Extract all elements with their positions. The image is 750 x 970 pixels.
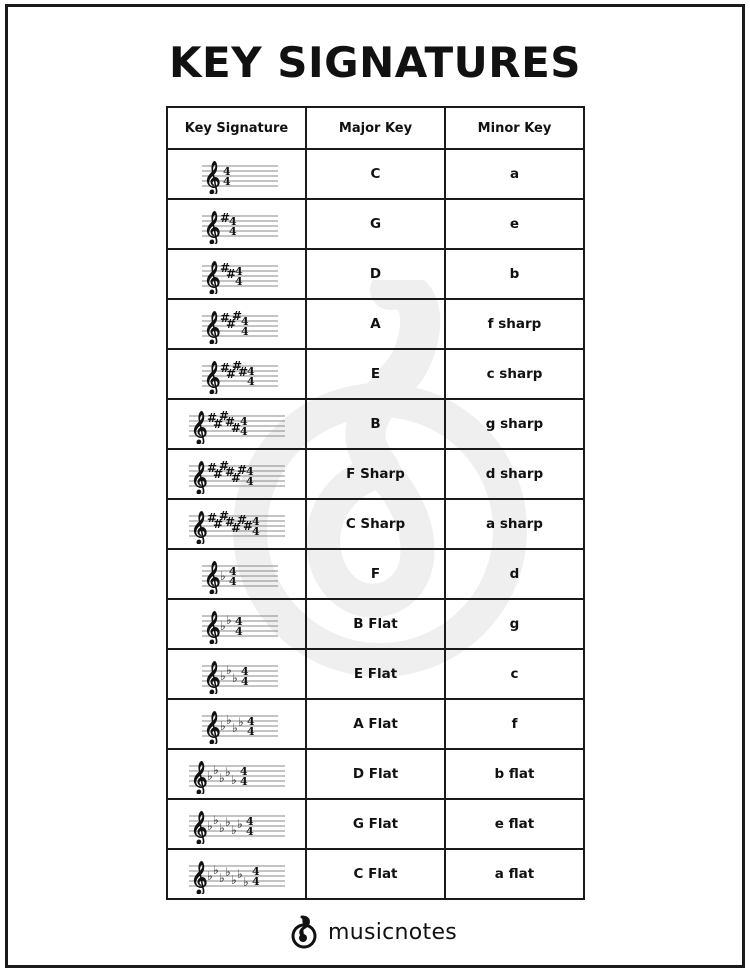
svg-text:♭: ♭ <box>225 663 232 677</box>
svg-text:#: # <box>219 261 230 275</box>
header-minor-key: Minor Key <box>445 107 584 149</box>
key-signature-staff <box>167 199 306 249</box>
svg-text:#: # <box>231 359 242 373</box>
svg-text:4: 4 <box>228 565 237 578</box>
key-signature-staff <box>167 249 306 299</box>
table-row <box>167 799 584 849</box>
svg-text:4: 4 <box>234 265 243 278</box>
svg-text:4: 4 <box>240 665 249 678</box>
svg-text:4: 4 <box>222 175 231 188</box>
minor-key-cell: b flat <box>445 749 584 799</box>
minor-key-cell: b <box>445 249 584 299</box>
svg-text:4: 4 <box>245 815 254 828</box>
major-key-cell: A <box>306 299 445 349</box>
svg-text:4: 4 <box>239 775 248 788</box>
svg-text:#: # <box>219 311 230 325</box>
svg-text:𝄞: 𝄞 <box>190 411 208 444</box>
header-key-signature: Key Signature <box>167 107 306 149</box>
key-signature-staff <box>167 649 306 699</box>
table-header-row <box>167 107 584 149</box>
svg-text:#: # <box>236 513 247 527</box>
minor-key-cell: c <box>445 649 584 699</box>
table-row <box>167 849 584 899</box>
svg-text:#: # <box>218 459 229 473</box>
key-signature-staff <box>167 599 306 649</box>
table-row <box>167 149 584 199</box>
table-row <box>167 349 584 399</box>
svg-text:♭: ♭ <box>212 813 219 827</box>
svg-text:♭: ♭ <box>231 721 238 735</box>
svg-text:♭: ♭ <box>219 619 226 633</box>
minor-key-cell: d sharp <box>445 449 584 499</box>
svg-text:𝄞: 𝄞 <box>190 861 208 894</box>
svg-text:4: 4 <box>240 675 249 688</box>
major-key-cell: B <box>306 399 445 449</box>
svg-text:𝄞: 𝄞 <box>203 661 221 694</box>
svg-text:4: 4 <box>228 215 237 228</box>
major-key-cell: G Flat <box>306 799 445 849</box>
key-signature-staff <box>167 299 306 349</box>
major-key-cell: E Flat <box>306 649 445 699</box>
page-title: KEY SIGNATURES <box>168 38 582 87</box>
major-key-cell: E <box>306 349 445 399</box>
table-row <box>167 249 584 299</box>
svg-text:♭: ♭ <box>236 867 243 881</box>
svg-text:4: 4 <box>251 875 260 888</box>
svg-text:♭: ♭ <box>225 613 232 627</box>
minor-key-cell: g sharp <box>445 399 584 449</box>
minor-key-cell: a <box>445 149 584 199</box>
svg-text:♭: ♭ <box>219 669 226 683</box>
svg-text:#: # <box>236 463 247 477</box>
svg-text:4: 4 <box>240 325 249 338</box>
svg-text:#: # <box>237 365 248 379</box>
table-row <box>167 399 584 449</box>
svg-text:𝄞: 𝄞 <box>190 811 208 844</box>
svg-text:4: 4 <box>234 615 243 628</box>
minor-key-cell: e <box>445 199 584 249</box>
svg-text:#: # <box>206 511 217 525</box>
svg-text:𝄞: 𝄞 <box>203 211 221 244</box>
svg-text:#: # <box>242 519 253 533</box>
svg-text:♭: ♭ <box>230 773 237 787</box>
major-key-cell: A Flat <box>306 699 445 749</box>
key-signature-staff <box>167 549 306 599</box>
musicnotes-note-icon <box>290 915 320 949</box>
svg-text:4: 4 <box>228 225 237 238</box>
svg-text:♭: ♭ <box>212 763 219 777</box>
svg-text:#: # <box>224 515 235 529</box>
svg-text:♭: ♭ <box>218 871 225 885</box>
key-signature-staff <box>167 499 306 549</box>
minor-key-cell: f sharp <box>445 299 584 349</box>
svg-text:#: # <box>225 367 236 381</box>
svg-text:4: 4 <box>239 415 248 428</box>
svg-text:𝄞: 𝄞 <box>203 361 221 394</box>
svg-text:4: 4 <box>251 865 260 878</box>
svg-text:♭: ♭ <box>225 713 232 727</box>
major-key-cell: C <box>306 149 445 199</box>
major-key-cell: B Flat <box>306 599 445 649</box>
svg-text:4: 4 <box>234 275 243 288</box>
svg-text:4: 4 <box>239 425 248 438</box>
svg-text:#: # <box>230 421 241 435</box>
svg-text:4: 4 <box>240 315 249 328</box>
svg-text:♭: ♭ <box>224 815 231 829</box>
svg-text:4: 4 <box>228 575 237 588</box>
svg-text:♭: ♭ <box>218 821 225 835</box>
svg-text:♭: ♭ <box>218 771 225 785</box>
svg-text:♭: ♭ <box>206 869 213 883</box>
svg-text:4: 4 <box>246 365 255 378</box>
svg-text:♭: ♭ <box>237 715 244 729</box>
svg-text:♭: ♭ <box>236 817 243 831</box>
header-major-key: Major Key <box>306 107 445 149</box>
svg-text:#: # <box>225 317 236 331</box>
key-signature-staff <box>167 149 306 199</box>
logo-text: musicnotes <box>328 919 458 945</box>
svg-text:4: 4 <box>251 525 260 538</box>
table-row <box>167 299 584 349</box>
svg-text:#: # <box>212 467 223 481</box>
svg-text:#: # <box>212 417 223 431</box>
svg-text:♭: ♭ <box>206 769 213 783</box>
svg-text:#: # <box>231 309 242 323</box>
major-key-cell: C Flat <box>306 849 445 899</box>
svg-text:𝄞: 𝄞 <box>203 611 221 644</box>
svg-text:4: 4 <box>234 625 243 638</box>
svg-text:#: # <box>218 409 229 423</box>
svg-text:♭: ♭ <box>219 569 226 583</box>
svg-text:#: # <box>225 267 236 281</box>
svg-text:𝄞: 𝄞 <box>203 161 221 194</box>
svg-text:#: # <box>219 211 230 225</box>
svg-text:4: 4 <box>251 515 260 528</box>
table-row <box>167 599 584 649</box>
svg-text:𝄞: 𝄞 <box>190 511 208 544</box>
svg-text:♭: ♭ <box>206 819 213 833</box>
minor-key-cell: g <box>445 599 584 649</box>
major-key-cell: F <box>306 549 445 599</box>
svg-text:4: 4 <box>245 465 254 478</box>
svg-text:4: 4 <box>222 165 231 178</box>
svg-text:♭: ♭ <box>224 765 231 779</box>
svg-text:4: 4 <box>246 375 255 388</box>
svg-text:#: # <box>219 361 230 375</box>
minor-key-cell: c sharp <box>445 349 584 399</box>
key-signature-staff <box>167 799 306 849</box>
minor-key-cell: a sharp <box>445 499 584 549</box>
major-key-cell: F Sharp <box>306 449 445 499</box>
svg-text:#: # <box>206 461 217 475</box>
key-signature-staff <box>167 449 306 499</box>
minor-key-cell: a flat <box>445 849 584 899</box>
minor-key-cell: e flat <box>445 799 584 849</box>
table-row <box>167 499 584 549</box>
svg-text:#: # <box>230 471 241 485</box>
key-signature-staff <box>167 399 306 449</box>
key-signature-staff <box>167 349 306 399</box>
svg-text:#: # <box>224 465 235 479</box>
svg-text:𝄞: 𝄞 <box>203 561 221 594</box>
svg-text:♭: ♭ <box>212 863 219 877</box>
table-row <box>167 649 584 699</box>
svg-text:4: 4 <box>246 725 255 738</box>
svg-text:♭: ♭ <box>231 671 238 685</box>
table-row <box>167 199 584 249</box>
svg-text:4: 4 <box>239 765 248 778</box>
svg-text:#: # <box>218 509 229 523</box>
svg-text:𝄞: 𝄞 <box>190 461 208 494</box>
minor-key-cell: d <box>445 549 584 599</box>
table-row <box>167 749 584 799</box>
svg-text:𝄞: 𝄞 <box>190 761 208 794</box>
svg-text:#: # <box>224 415 235 429</box>
key-signature-staff <box>167 749 306 799</box>
svg-text:#: # <box>212 517 223 531</box>
svg-text:♭: ♭ <box>242 875 249 889</box>
major-key-cell: C Sharp <box>306 499 445 549</box>
svg-text:𝄞: 𝄞 <box>203 711 221 744</box>
major-key-cell: D Flat <box>306 749 445 799</box>
key-signatures-table <box>166 106 585 900</box>
svg-text:♭: ♭ <box>224 865 231 879</box>
svg-text:#: # <box>230 521 241 535</box>
svg-text:4: 4 <box>245 475 254 488</box>
major-key-cell: D <box>306 249 445 299</box>
svg-text:4: 4 <box>245 825 254 838</box>
svg-text:♭: ♭ <box>230 823 237 837</box>
key-signature-staff <box>167 849 306 899</box>
svg-text:♭: ♭ <box>230 873 237 887</box>
table-row <box>167 549 584 599</box>
svg-text:𝄞: 𝄞 <box>203 311 221 344</box>
key-signature-staff <box>167 699 306 749</box>
major-key-cell: G <box>306 199 445 249</box>
table-row <box>167 699 584 749</box>
table-row <box>167 449 584 499</box>
svg-text:𝄞: 𝄞 <box>203 261 221 294</box>
svg-text:#: # <box>206 411 217 425</box>
svg-text:♭: ♭ <box>219 719 226 733</box>
musicnotes-logo <box>290 915 457 949</box>
svg-text:4: 4 <box>246 715 255 728</box>
minor-key-cell: f <box>445 699 584 749</box>
